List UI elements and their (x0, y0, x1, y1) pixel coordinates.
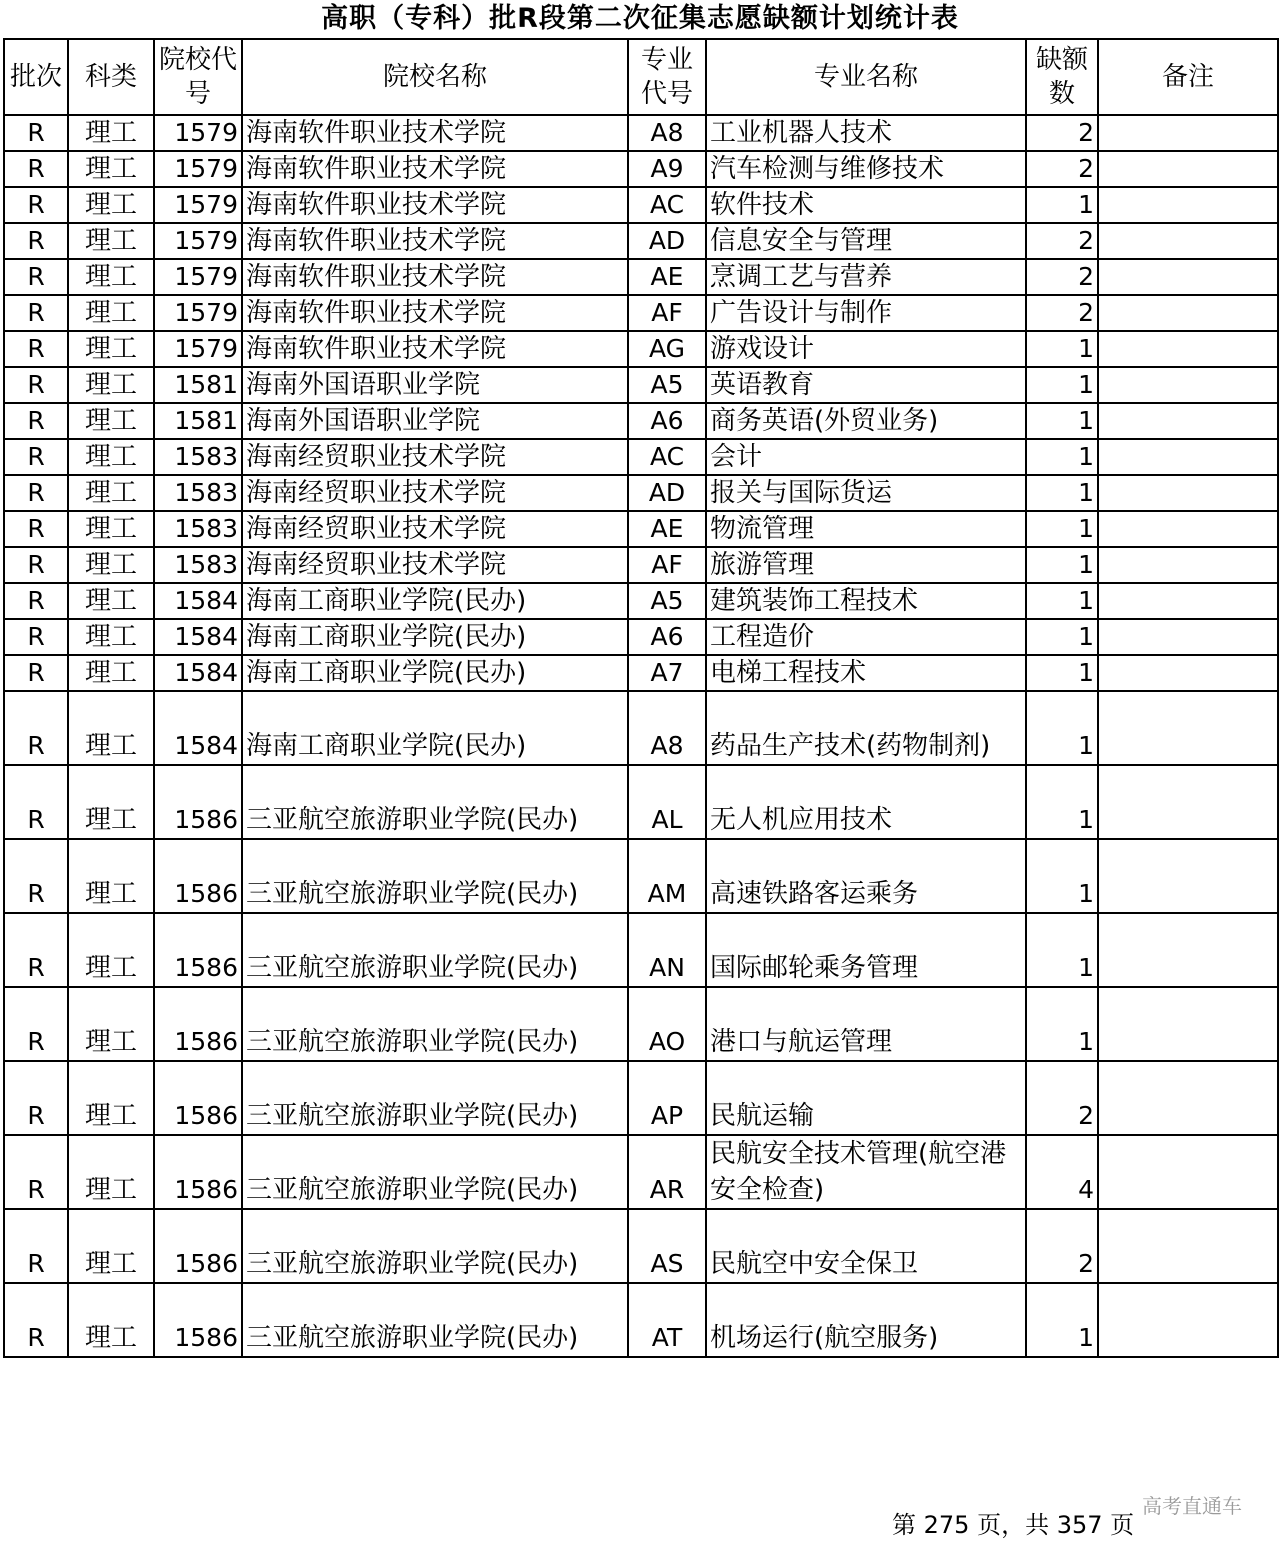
cell-remarks (1098, 403, 1278, 439)
cell-major-code: A6 (628, 619, 706, 655)
table-row (4, 583, 1278, 619)
shortage-plan-table (3, 38, 1279, 1358)
cell-shortage: 2 (1026, 115, 1098, 151)
cell-school-name: 海南工商职业学院(民办) (242, 691, 628, 765)
cell-major-code: AD (628, 475, 706, 511)
table-row (4, 223, 1278, 259)
cell-category: 理工 (68, 115, 154, 151)
table-row (4, 839, 1278, 913)
cell-school-code: 1579 (154, 223, 242, 259)
cell-major-name: 国际邮轮乘务管理 (706, 913, 1026, 987)
cell-shortage: 4 (1026, 1135, 1098, 1209)
cell-school-name: 三亚航空旅游职业学院(民办) (242, 987, 628, 1061)
cell-shortage: 1 (1026, 439, 1098, 475)
cell-batch: R (4, 475, 68, 511)
cell-major-name: 药品生产技术(药物制剂) (706, 691, 1026, 765)
cell-school-code: 1583 (154, 547, 242, 583)
cell-remarks (1098, 259, 1278, 295)
cell-major-name: 报关与国际货运 (706, 475, 1026, 511)
cell-major-name: 工业机器人技术 (706, 115, 1026, 151)
cell-shortage: 1 (1026, 367, 1098, 403)
cell-school-code: 1584 (154, 655, 242, 691)
cell-school-code: 1586 (154, 1283, 242, 1357)
cell-major-code: AD (628, 223, 706, 259)
cell-school-code: 1583 (154, 511, 242, 547)
page-number: 第 275 页，共 357 页 (892, 1511, 1135, 1539)
table-row (4, 1135, 1278, 1209)
cell-batch: R (4, 223, 68, 259)
cell-school-code: 1584 (154, 691, 242, 765)
cell-major-code: AN (628, 913, 706, 987)
cell-category: 理工 (68, 403, 154, 439)
cell-major-name: 无人机应用技术 (706, 765, 1026, 839)
cell-remarks (1098, 475, 1278, 511)
cell-major-code: A5 (628, 583, 706, 619)
cell-major-name: 游戏设计 (706, 331, 1026, 367)
cell-school-name: 海南软件职业技术学院 (242, 223, 628, 259)
cell-category: 理工 (68, 295, 154, 331)
cell-shortage: 1 (1026, 839, 1098, 913)
cell-major-code: AE (628, 511, 706, 547)
cell-school-name: 海南工商职业学院(民办) (242, 583, 628, 619)
table-row (4, 367, 1278, 403)
cell-remarks (1098, 691, 1278, 765)
cell-batch: R (4, 1135, 68, 1209)
cell-major-name: 信息安全与管理 (706, 223, 1026, 259)
cell-remarks (1098, 1061, 1278, 1135)
table-body (4, 115, 1278, 1357)
cell-batch: R (4, 115, 68, 151)
cell-major-name: 电梯工程技术 (706, 655, 1026, 691)
cell-shortage: 2 (1026, 223, 1098, 259)
cell-batch: R (4, 839, 68, 913)
cell-school-code: 1579 (154, 115, 242, 151)
cell-major-code: AF (628, 295, 706, 331)
cell-school-name: 三亚航空旅游职业学院(民办) (242, 1283, 628, 1357)
cell-batch: R (4, 547, 68, 583)
cell-school-name: 海南经贸职业技术学院 (242, 439, 628, 475)
cell-remarks (1098, 547, 1278, 583)
cell-remarks (1098, 331, 1278, 367)
cell-remarks (1098, 1209, 1278, 1283)
cell-school-code: 1584 (154, 583, 242, 619)
cell-major-name: 建筑装饰工程技术 (706, 583, 1026, 619)
cell-major-name: 英语教育 (706, 367, 1026, 403)
cell-major-name: 会计 (706, 439, 1026, 475)
cell-school-code: 1579 (154, 187, 242, 223)
cell-major-name: 物流管理 (706, 511, 1026, 547)
table-row (4, 331, 1278, 367)
cell-major-name: 机场运行(航空服务) (706, 1283, 1026, 1357)
cell-batch: R (4, 403, 68, 439)
page-title: 高职（专科）批R段第二次征集志愿缺额计划统计表 (321, 3, 959, 34)
table-row (4, 1209, 1278, 1283)
cell-school-code: 1586 (154, 913, 242, 987)
table-row (4, 439, 1278, 475)
cell-shortage: 1 (1026, 583, 1098, 619)
cell-major-name: 民航空中安全保卫 (706, 1209, 1026, 1283)
cell-remarks (1098, 439, 1278, 475)
cell-school-code: 1586 (154, 1061, 242, 1135)
cell-school-code: 1583 (154, 439, 242, 475)
cell-major-name: 民航安全技术管理(航空港安全检查) (706, 1135, 1026, 1209)
table-row (4, 295, 1278, 331)
table-header-row (4, 39, 1278, 115)
cell-batch: R (4, 655, 68, 691)
cell-major-name: 烹调工艺与营养 (706, 259, 1026, 295)
header-major-code: 专业代号 (628, 39, 706, 115)
cell-shortage: 1 (1026, 765, 1098, 839)
cell-category: 理工 (68, 1209, 154, 1283)
cell-major-name: 商务英语(外贸业务) (706, 403, 1026, 439)
cell-category: 理工 (68, 839, 154, 913)
table-row (4, 987, 1278, 1061)
cell-major-code: AT (628, 1283, 706, 1357)
cell-batch: R (4, 765, 68, 839)
table-row (4, 619, 1278, 655)
cell-remarks (1098, 583, 1278, 619)
cell-major-code: A8 (628, 115, 706, 151)
table-row (4, 691, 1278, 765)
cell-batch: R (4, 987, 68, 1061)
cell-batch: R (4, 259, 68, 295)
cell-remarks (1098, 295, 1278, 331)
cell-shortage: 2 (1026, 1061, 1098, 1135)
cell-school-name: 海南外国语职业学院 (242, 403, 628, 439)
cell-batch: R (4, 511, 68, 547)
cell-shortage: 1 (1026, 547, 1098, 583)
cell-school-name: 海南软件职业技术学院 (242, 331, 628, 367)
cell-school-name: 海南软件职业技术学院 (242, 115, 628, 151)
table-row (4, 187, 1278, 223)
cell-major-name: 广告设计与制作 (706, 295, 1026, 331)
cell-major-code: AM (628, 839, 706, 913)
cell-category: 理工 (68, 439, 154, 475)
cell-category: 理工 (68, 151, 154, 187)
cell-batch: R (4, 913, 68, 987)
cell-shortage: 2 (1026, 1209, 1098, 1283)
cell-major-name: 工程造价 (706, 619, 1026, 655)
cell-school-code: 1579 (154, 151, 242, 187)
cell-batch: R (4, 331, 68, 367)
cell-school-code: 1586 (154, 1209, 242, 1283)
cell-major-name: 软件技术 (706, 187, 1026, 223)
header-shortage: 缺额数 (1026, 39, 1098, 115)
header-category: 科类 (68, 39, 154, 115)
cell-major-name: 港口与航运管理 (706, 987, 1026, 1061)
cell-school-name: 三亚航空旅游职业学院(民办) (242, 1135, 628, 1209)
cell-school-code: 1586 (154, 987, 242, 1061)
cell-batch: R (4, 1061, 68, 1135)
cell-major-code: AS (628, 1209, 706, 1283)
cell-category: 理工 (68, 583, 154, 619)
cell-school-name: 海南软件职业技术学院 (242, 151, 628, 187)
table-row (4, 1283, 1278, 1357)
cell-school-name: 海南经贸职业技术学院 (242, 547, 628, 583)
cell-remarks (1098, 1135, 1278, 1209)
table-row (4, 151, 1278, 187)
cell-batch: R (4, 439, 68, 475)
cell-shortage: 1 (1026, 187, 1098, 223)
cell-batch: R (4, 583, 68, 619)
cell-major-code: AL (628, 765, 706, 839)
table-row (4, 115, 1278, 151)
cell-batch: R (4, 367, 68, 403)
cell-major-code: AC (628, 187, 706, 223)
cell-major-code: A6 (628, 403, 706, 439)
cell-batch: R (4, 619, 68, 655)
cell-school-name: 海南工商职业学院(民办) (242, 619, 628, 655)
cell-major-code: A7 (628, 655, 706, 691)
cell-shortage: 1 (1026, 403, 1098, 439)
cell-school-name: 三亚航空旅游职业学院(民办) (242, 1209, 628, 1283)
cell-batch: R (4, 691, 68, 765)
cell-major-code: A8 (628, 691, 706, 765)
header-school-name: 院校名称 (242, 39, 628, 115)
table-row (4, 547, 1278, 583)
cell-remarks (1098, 655, 1278, 691)
cell-shortage: 1 (1026, 691, 1098, 765)
cell-category: 理工 (68, 987, 154, 1061)
cell-category: 理工 (68, 223, 154, 259)
cell-shortage: 1 (1026, 655, 1098, 691)
cell-remarks (1098, 913, 1278, 987)
cell-shortage: 1 (1026, 619, 1098, 655)
cell-shortage: 1 (1026, 475, 1098, 511)
cell-remarks (1098, 511, 1278, 547)
cell-category: 理工 (68, 1283, 154, 1357)
cell-remarks (1098, 151, 1278, 187)
cell-shortage: 2 (1026, 259, 1098, 295)
cell-school-code: 1579 (154, 295, 242, 331)
cell-category: 理工 (68, 1061, 154, 1135)
table-row (4, 765, 1278, 839)
cell-school-code: 1581 (154, 367, 242, 403)
cell-shortage: 2 (1026, 151, 1098, 187)
cell-school-name: 三亚航空旅游职业学院(民办) (242, 765, 628, 839)
cell-school-name: 三亚航空旅游职业学院(民办) (242, 913, 628, 987)
cell-remarks (1098, 839, 1278, 913)
cell-school-name: 三亚航空旅游职业学院(民办) (242, 839, 628, 913)
cell-category: 理工 (68, 691, 154, 765)
cell-batch: R (4, 295, 68, 331)
cell-school-name: 海南经贸职业技术学院 (242, 511, 628, 547)
cell-school-code: 1586 (154, 839, 242, 913)
header-batch: 批次 (4, 39, 68, 115)
cell-category: 理工 (68, 547, 154, 583)
header-remarks: 备注 (1098, 39, 1278, 115)
cell-major-code: AE (628, 259, 706, 295)
cell-shortage: 1 (1026, 331, 1098, 367)
cell-category: 理工 (68, 259, 154, 295)
table-row (4, 655, 1278, 691)
cell-remarks (1098, 115, 1278, 151)
cell-school-code: 1579 (154, 331, 242, 367)
cell-shortage: 1 (1026, 987, 1098, 1061)
cell-remarks (1098, 765, 1278, 839)
table-row (4, 403, 1278, 439)
cell-major-code: AF (628, 547, 706, 583)
cell-major-code: AC (628, 439, 706, 475)
cell-major-code: A9 (628, 151, 706, 187)
cell-shortage: 1 (1026, 1283, 1098, 1357)
cell-major-name: 旅游管理 (706, 547, 1026, 583)
cell-major-code: A5 (628, 367, 706, 403)
cell-school-code: 1586 (154, 1135, 242, 1209)
watermark: 高考直通车 (1142, 1494, 1242, 1518)
table-row (4, 913, 1278, 987)
cell-school-name: 三亚航空旅游职业学院(民办) (242, 1061, 628, 1135)
table-row (4, 511, 1278, 547)
cell-category: 理工 (68, 475, 154, 511)
cell-remarks (1098, 987, 1278, 1061)
cell-batch: R (4, 151, 68, 187)
cell-major-code: AP (628, 1061, 706, 1135)
header-major-name: 专业名称 (706, 39, 1026, 115)
cell-category: 理工 (68, 619, 154, 655)
cell-category: 理工 (68, 511, 154, 547)
cell-major-name: 高速铁路客运乘务 (706, 839, 1026, 913)
cell-school-name: 海南工商职业学院(民办) (242, 655, 628, 691)
cell-remarks (1098, 619, 1278, 655)
cell-school-name: 海南外国语职业学院 (242, 367, 628, 403)
table-row (4, 475, 1278, 511)
cell-school-code: 1586 (154, 765, 242, 839)
cell-shortage: 1 (1026, 511, 1098, 547)
cell-school-code: 1583 (154, 475, 242, 511)
table-row (4, 1061, 1278, 1135)
cell-category: 理工 (68, 331, 154, 367)
cell-school-code: 1581 (154, 403, 242, 439)
cell-major-name: 民航运输 (706, 1061, 1026, 1135)
header-school-code: 院校代号 (154, 39, 242, 115)
cell-category: 理工 (68, 187, 154, 223)
cell-school-code: 1579 (154, 259, 242, 295)
cell-batch: R (4, 187, 68, 223)
cell-major-name: 汽车检测与维修技术 (706, 151, 1026, 187)
cell-remarks (1098, 367, 1278, 403)
cell-major-code: AR (628, 1135, 706, 1209)
cell-batch: R (4, 1209, 68, 1283)
cell-category: 理工 (68, 655, 154, 691)
cell-school-code: 1584 (154, 619, 242, 655)
cell-category: 理工 (68, 1135, 154, 1209)
cell-shortage: 1 (1026, 913, 1098, 987)
cell-batch: R (4, 1283, 68, 1357)
cell-major-code: AO (628, 987, 706, 1061)
cell-school-name: 海南软件职业技术学院 (242, 259, 628, 295)
cell-remarks (1098, 1283, 1278, 1357)
cell-school-name: 海南软件职业技术学院 (242, 187, 628, 223)
table-row (4, 259, 1278, 295)
cell-school-name: 海南软件职业技术学院 (242, 295, 628, 331)
cell-category: 理工 (68, 367, 154, 403)
cell-major-code: AG (628, 331, 706, 367)
cell-shortage: 2 (1026, 295, 1098, 331)
cell-remarks (1098, 223, 1278, 259)
cell-school-name: 海南经贸职业技术学院 (242, 475, 628, 511)
cell-remarks (1098, 187, 1278, 223)
cell-category: 理工 (68, 765, 154, 839)
cell-category: 理工 (68, 913, 154, 987)
